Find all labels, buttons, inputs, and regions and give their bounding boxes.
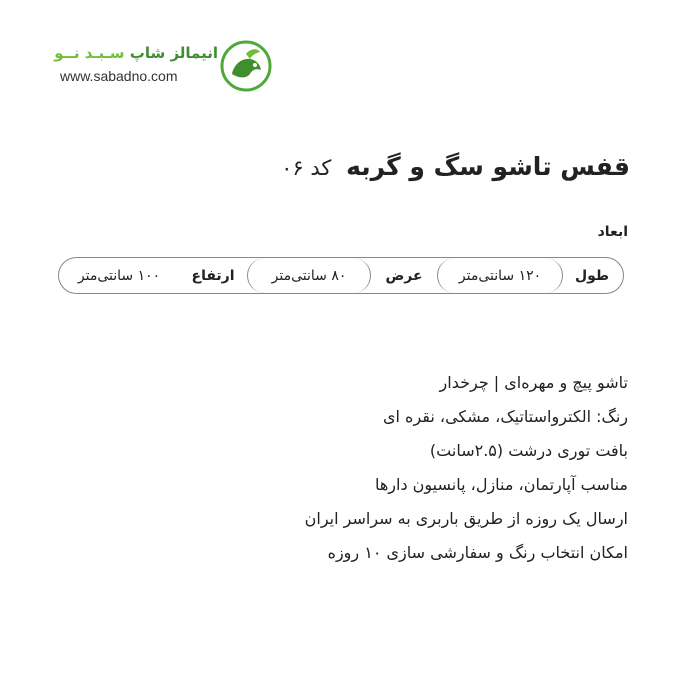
brand-name-part2: سـبـد نــو xyxy=(54,44,125,62)
list-item: تاشو پیچ و مهره‌ای | چرخدار xyxy=(439,373,628,392)
dimensions-bar xyxy=(58,257,624,294)
list-item: امکان انتخاب رنگ و سفارشی سازی ۱۰ روزه xyxy=(327,543,628,562)
brand-name-part1: انیمالز شاپ xyxy=(129,44,218,62)
product-code: کد ۰۶ xyxy=(281,156,332,180)
animals-leaf-icon xyxy=(220,40,272,92)
product-title xyxy=(281,152,630,181)
list-item: مناسب آپارتمان، منازل، پانسیون دارها xyxy=(374,475,628,494)
feature-list xyxy=(68,366,628,570)
brand-name xyxy=(54,44,218,62)
dimension-height-value: ۱۰۰ سانتی‌متر xyxy=(77,267,161,284)
dimension-length-label: طول xyxy=(574,267,610,284)
dimension-length-value: ۱۲۰ سانتی‌متر xyxy=(437,258,563,293)
list-item: بافت توری درشت (۲.۵سانت) xyxy=(429,441,628,460)
brand-url[interactable]: www.sabadno.com xyxy=(60,68,178,84)
brand-logo[interactable] xyxy=(54,40,280,92)
dimension-width-value: ۸۰ سانتی‌متر xyxy=(247,258,371,293)
list-item: رنگ: الکترواستاتیک، مشکی، نقره ای xyxy=(383,407,628,426)
dimension-height-label: ارتفاع xyxy=(191,267,235,284)
dimensions-heading: ابعاد xyxy=(597,224,628,240)
dimension-width-label: عرض xyxy=(385,267,423,284)
list-item: ارسال یک روزه از طریق باربری به سراسر ایران xyxy=(304,509,628,528)
product-title-text: قفس تاشو سگ و گربه xyxy=(346,152,630,181)
